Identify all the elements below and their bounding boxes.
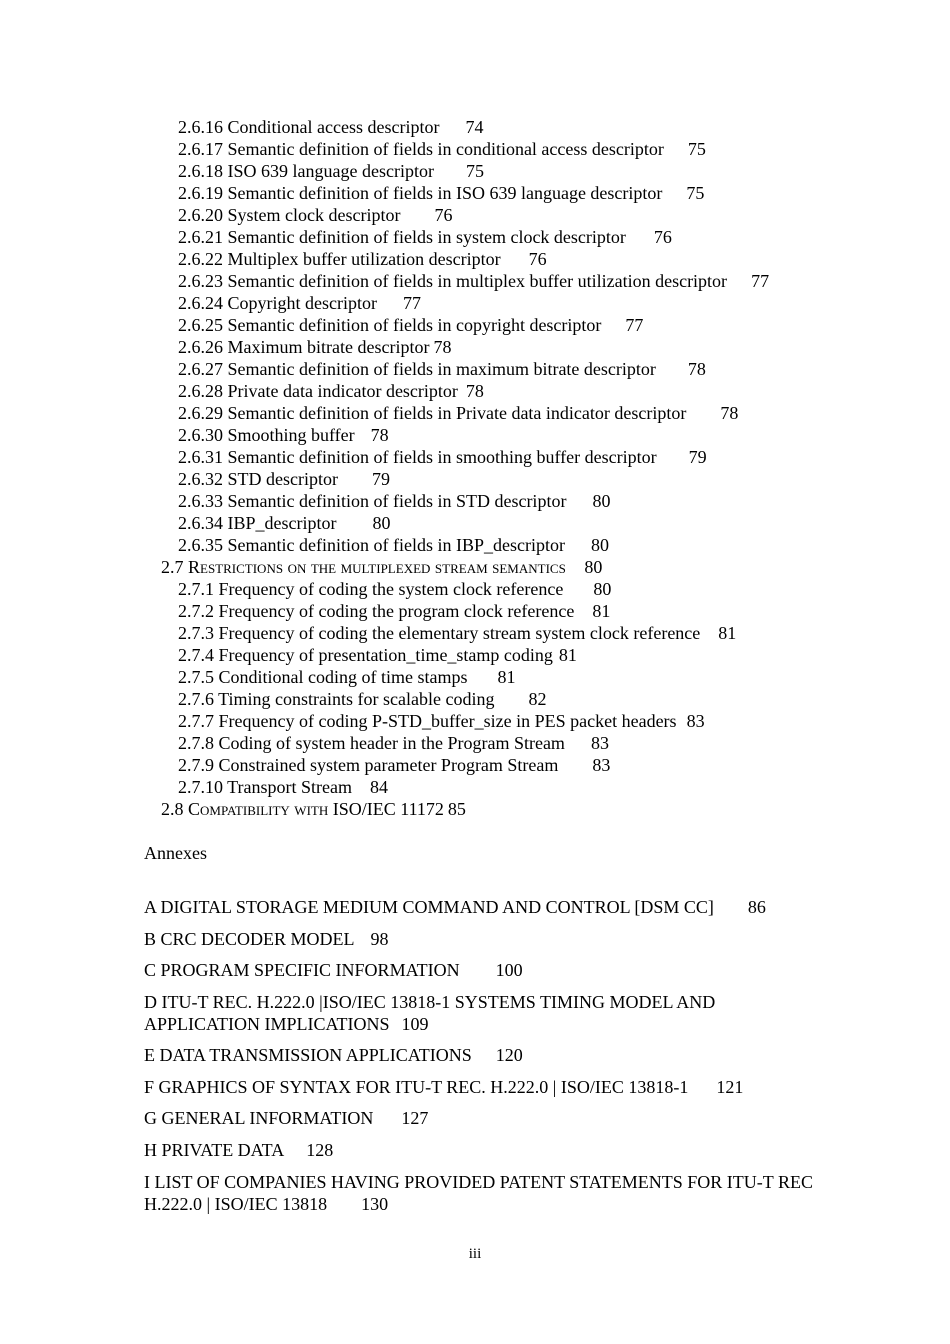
toc-entry-page: 82: [528, 689, 547, 709]
annex-entry-title: I LIST OF COMPANIES HAVING PROVIDED PATENT STATEMENTS FOR ITU-T REC H.222.0 | ISO/IEC 13818: [144, 1172, 813, 1214]
toc-entry-title: 2.6.23 Semantic definition of fields in multiplex buffer utilization descriptor: [178, 271, 728, 291]
toc-entry-title: 2.7.2 Frequency of coding the program clock reference: [178, 601, 575, 621]
annex-entry-title: H PRIVATE DATA: [144, 1140, 285, 1160]
toc-entry: [178, 380, 484, 402]
toc-entry-title: 2.7.4 Frequency of presentation_time_stamp coding: [178, 645, 553, 665]
annex-entry: [144, 1139, 824, 1161]
toc-entry-title: 2.7.8 Coding of system header in the Program Stream: [178, 733, 565, 753]
toc-entry-number: 2.7: [161, 557, 184, 577]
toc-entry-title: 2.6.16 Conditional access descriptor: [178, 117, 440, 137]
toc-entry: [178, 182, 704, 204]
annex-entry-page: 120: [495, 1045, 523, 1065]
toc-entry: [178, 622, 736, 644]
toc-entry-title: 2.6.28 Private data indicator descriptor: [178, 381, 458, 401]
toc-entry-title: 2.7.7 Frequency of coding P-STD_buffer_size in PES packet headers: [178, 711, 677, 731]
toc-entry-title: 2.6.22 Multiplex buffer utilization descriptor: [178, 249, 501, 269]
toc-entry: [178, 138, 706, 160]
toc-entry: [178, 754, 610, 776]
toc-entry-page: 81: [718, 623, 737, 643]
toc-entry-title: 2.6.18 ISO 639 language descriptor: [178, 161, 434, 181]
toc-entry: [178, 336, 451, 358]
toc-entry: [178, 578, 611, 600]
toc-entry-page: 75: [465, 161, 484, 181]
toc-entry: [178, 534, 609, 556]
toc-entry: [178, 248, 547, 270]
annex-entry-title: G GENERAL INFORMATION: [144, 1108, 374, 1128]
toc-entry: [178, 226, 672, 248]
toc-entry-page: 79: [371, 469, 390, 489]
toc-entry-title: 2.6.35 Semantic definition of fields in IBP_descriptor: [178, 535, 565, 555]
toc-entry-page: 80: [593, 579, 612, 599]
annex-entry: [144, 896, 824, 918]
annex-entry-title: C PROGRAM SPECIFIC INFORMATION: [144, 960, 460, 980]
toc-entry-page: 80: [584, 557, 603, 577]
toc-entry-page: 85: [447, 799, 466, 819]
toc-entry-title: 2.6.27 Semantic definition of fields in maximum bitrate descriptor: [178, 359, 656, 379]
toc-entry-page: 75: [687, 139, 706, 159]
toc-entry-title: Restrictions on the multiplexed stream semantics: [188, 557, 566, 577]
toc-entry-2-8: [161, 798, 466, 820]
toc-entry-title: 2.7.1 Frequency of coding the system clock reference: [178, 579, 564, 599]
toc-entry-page: 80: [590, 535, 609, 555]
toc-entry-title-rest: ISO/IEC 11172: [332, 799, 444, 819]
toc-entry-page: 78: [433, 337, 452, 357]
toc-entry-page: 76: [434, 205, 453, 225]
toc-entry-2-7: [161, 556, 602, 578]
annex-entry: [144, 1076, 824, 1098]
toc-entry: [178, 644, 577, 666]
toc-entry-title: 2.6.26 Maximum bitrate descriptor: [178, 337, 430, 357]
toc-entry-page: 74: [465, 117, 484, 137]
toc-entry: [178, 600, 610, 622]
toc-entry-title: 2.6.29 Semantic definition of fields in Private data indicator descriptor: [178, 403, 687, 423]
toc-entry-page: 84: [370, 777, 389, 797]
toc-entry: [178, 292, 421, 314]
toc-entry-title: 2.7.10 Transport Stream: [178, 777, 353, 797]
toc-entry: [178, 358, 706, 380]
toc-entry: [178, 512, 390, 534]
annex-entry: [144, 1107, 824, 1129]
toc-entry-page: 77: [402, 293, 421, 313]
annex-entry-title: E DATA TRANSMISSION APPLICATIONS: [144, 1045, 472, 1065]
toc-entry: [178, 732, 609, 754]
toc-entry-page: 81: [497, 667, 516, 687]
toc-entry: [178, 116, 483, 138]
toc-entry: [178, 446, 707, 468]
annex-entry-page: 128: [306, 1140, 334, 1160]
annex-entry-page: 130: [361, 1194, 389, 1214]
toc-entry-title: 2.7.9 Constrained system parameter Program Stream: [178, 755, 559, 775]
annex-entry-page: 100: [495, 960, 523, 980]
toc-entry-page: 77: [751, 271, 770, 291]
annexes-heading: Annexes: [144, 843, 207, 863]
toc-entry: [178, 424, 389, 446]
annex-entry-page: 86: [747, 897, 766, 917]
toc-entry-page: 79: [688, 447, 707, 467]
toc-entry: [178, 688, 546, 710]
toc-entry-title: 2.7.6 Timing constraints for scalable coding: [178, 689, 495, 709]
toc-entry-title: 2.6.31 Semantic definition of fields in smoothing buffer descriptor: [178, 447, 657, 467]
toc-entry-page: 83: [590, 733, 609, 753]
toc-entry-page: 81: [558, 645, 577, 665]
toc-entry-page: 77: [625, 315, 644, 335]
toc-entry-page: 81: [592, 601, 611, 621]
toc-entry: [178, 270, 769, 292]
annex-entry-page: 98: [370, 929, 389, 949]
annex-entry-page: 109: [401, 1014, 429, 1034]
toc-entry-page: 76: [653, 227, 672, 247]
annex-entry: [144, 928, 824, 950]
toc-entry-title: 2.7.5 Conditional coding of time stamps: [178, 667, 468, 687]
toc-entry-page: 83: [686, 711, 705, 731]
toc-entry-title: 2.6.34 IBP_descriptor: [178, 513, 337, 533]
toc-entry-title: 2.6.30 Smoothing buffer: [178, 425, 355, 445]
toc-entry: [178, 490, 610, 512]
annex-entry: [144, 1044, 824, 1066]
toc-entry-title: 2.6.24 Copyright descriptor: [178, 293, 377, 313]
toc-entry: [178, 314, 643, 336]
toc-entry: [178, 160, 484, 182]
toc-entry-title: 2.6.20 System clock descriptor: [178, 205, 401, 225]
annex-entry-page: 121: [716, 1077, 744, 1097]
toc-entry-title: 2.6.21 Semantic definition of fields in system clock descriptor: [178, 227, 626, 247]
toc-entry: [178, 776, 388, 798]
annex-entry: [144, 1171, 824, 1215]
toc-entry: [178, 204, 452, 226]
toc-entry-title: 2.6.19 Semantic definition of fields in ISO 639 language descriptor: [178, 183, 663, 203]
toc-entry-page: 78: [465, 381, 484, 401]
toc-entry-page: 80: [372, 513, 391, 533]
annex-entry: [144, 959, 824, 981]
toc-entry-title: 2.6.25 Semantic definition of fields in copyright descriptor: [178, 315, 602, 335]
toc-entry: [178, 710, 705, 732]
toc-entry: [178, 468, 390, 490]
annex-entry-page: 127: [401, 1108, 429, 1128]
toc-entry-title: 2.7.3 Frequency of coding the elementary stream system clock reference: [178, 623, 701, 643]
toc-entry-page: 78: [720, 403, 739, 423]
toc-entry-page: 75: [686, 183, 705, 203]
toc-entry-page: 76: [528, 249, 547, 269]
annex-entry-title: A DIGITAL STORAGE MEDIUM COMMAND AND CONTROL [DSM CC]: [144, 897, 714, 917]
toc-entry-title: 2.6.33 Semantic definition of fields in STD descriptor: [178, 491, 567, 511]
toc-entry-page: 80: [592, 491, 611, 511]
toc-entry-title: Compatibility with: [188, 799, 329, 819]
toc-entry-title: 2.6.17 Semantic definition of fields in conditional access descriptor: [178, 139, 664, 159]
annex-entry-title: B CRC DECODER MODEL: [144, 929, 355, 949]
annex-entry-title: D ITU-T REC. H.222.0 |ISO/IEC 13818-1 SYSTEMS TIMING MODEL AND APPLICATION IMPLICATIONS: [144, 992, 716, 1034]
toc-entry: [178, 666, 515, 688]
annex-entry-title: F GRAPHICS OF SYNTAX FOR ITU-T REC. H.222.0 | ISO/IEC 13818-1: [144, 1077, 689, 1097]
toc-entry-page: 78: [687, 359, 706, 379]
toc-entry-page: 78: [370, 425, 389, 445]
page-number: iii: [468, 1246, 482, 1262]
toc-entry: [178, 402, 738, 424]
toc-entry-number: 2.8: [161, 799, 184, 819]
annex-entry: [144, 991, 824, 1035]
toc-entry-page: 83: [592, 755, 611, 775]
toc-entry-title: 2.6.32 STD descriptor: [178, 469, 338, 489]
